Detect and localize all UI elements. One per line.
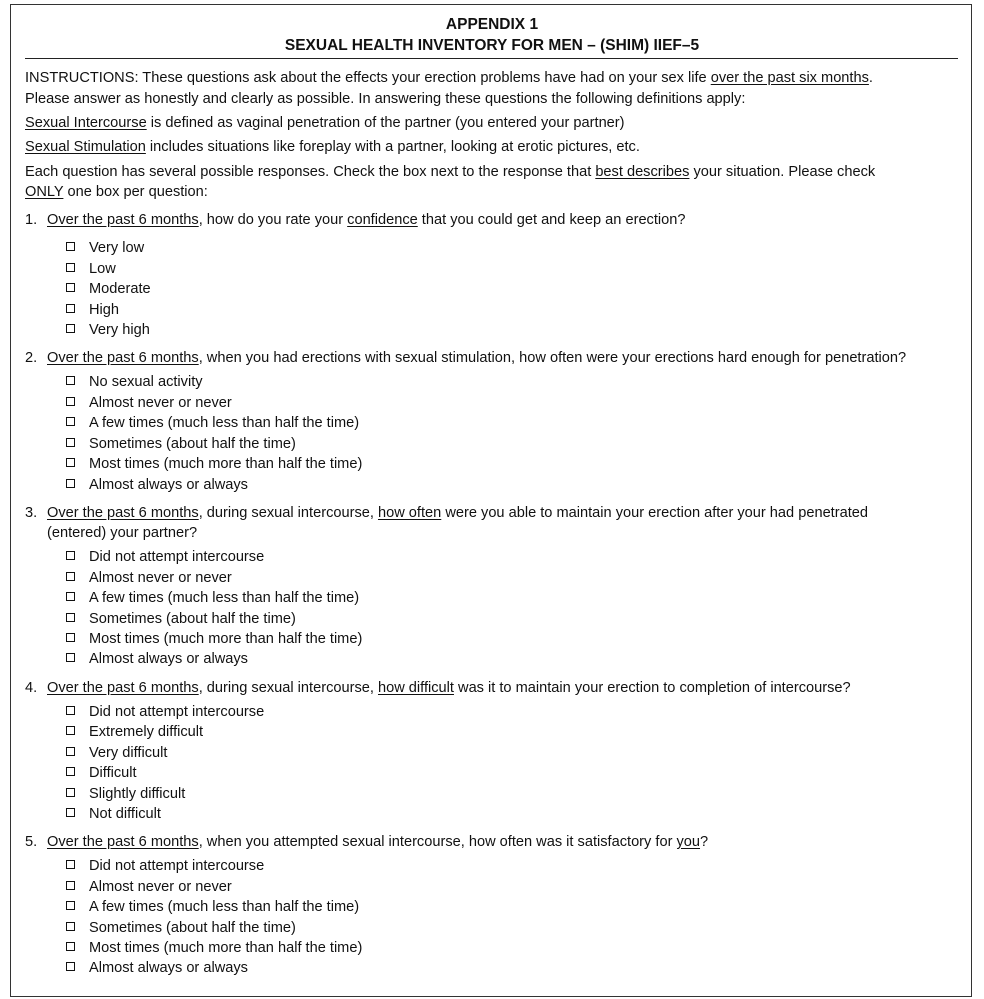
q3-option[interactable]: Almost always or always [66,650,248,668]
q4-option[interactable]: Not difficult [66,805,161,823]
checkbox[interactable] [66,613,75,622]
question-3: 3. Over the past 6 months, during sexual intercourse, how often were you able to maintain your erection after your had penetrated [25,505,868,521]
checkbox[interactable] [66,551,75,560]
checkbox[interactable] [66,572,75,581]
q2-option[interactable]: Almost never or never [66,394,232,412]
q5-option[interactable]: Almost always or always [66,959,248,977]
checkbox[interactable] [66,458,75,467]
checkbox[interactable] [66,808,75,817]
q3-option[interactable]: Did not attempt intercourse [66,548,264,566]
q1-option[interactable]: Low [66,260,116,278]
checkbox[interactable] [66,304,75,313]
instructions-check-line-2: ONLY one box per question: [25,184,208,200]
q4-option[interactable]: Slightly difficult [66,785,185,803]
checkbox[interactable] [66,962,75,971]
q5-option[interactable]: A few times (much less than half the time) [66,898,359,916]
checkbox[interactable] [66,747,75,756]
instructions-check-line-1: Each question has several possible responses. Check the box next to the response that best describes your situation. Please check [25,164,876,180]
q5-option[interactable]: Almost never or never [66,878,232,896]
checkbox[interactable] [66,881,75,890]
instructions-line-2: Please answer as honestly and clearly as possible. In answering these questions the following definitions apply: [25,91,746,107]
q4-option[interactable]: Difficult [66,764,137,782]
instructions-line-1: INSTRUCTIONS: These questions ask about the effects your erection problems have had on your sex life over the past six months. [25,70,873,86]
checkbox[interactable] [66,283,75,292]
q2-option[interactable]: A few times (much less than half the time) [66,414,359,432]
q2-option[interactable]: Sometimes (about half the time) [66,435,296,453]
checkbox[interactable] [66,324,75,333]
question-5: 5. Over the past 6 months, when you attempted sexual intercourse, how often was it satisfactory for you? [25,834,709,850]
q4-option[interactable]: Very difficult [66,744,167,762]
q4-option[interactable]: Did not attempt intercourse [66,703,264,721]
q1-option[interactable]: High [66,301,119,319]
q1-option[interactable]: Moderate [66,280,151,298]
checkbox[interactable] [66,479,75,488]
checkbox[interactable] [66,397,75,406]
q2-option[interactable]: Almost always or always [66,476,248,494]
checkbox[interactable] [66,922,75,931]
q5-option[interactable]: Most times (much more than half the time) [66,939,362,957]
question-3-continued: (entered) your partner? [47,525,198,541]
checkbox[interactable] [66,242,75,251]
checkbox[interactable] [66,788,75,797]
checkbox[interactable] [66,706,75,715]
q3-option[interactable]: Almost never or never [66,569,232,587]
checkbox[interactable] [66,376,75,385]
checkbox[interactable] [66,263,75,272]
checkbox[interactable] [66,860,75,869]
checkbox[interactable] [66,767,75,776]
q3-option[interactable]: Most times (much more than half the time) [66,630,362,648]
checkbox[interactable] [66,726,75,735]
definition-stimulation: Sexual Stimulation includes situations like foreplay with a partner, looking at erotic pictures, etc. [25,139,640,155]
q2-option[interactable]: Most times (much more than half the time) [66,455,362,473]
question-2: 2. Over the past 6 months, when you had erections with sexual stimulation, how often were your erections hard enough for penetration? [25,350,907,366]
checkbox[interactable] [66,633,75,642]
checkbox[interactable] [66,417,75,426]
checkbox[interactable] [66,592,75,601]
q4-option[interactable]: Extremely difficult [66,723,203,741]
checkbox[interactable] [66,901,75,910]
q5-option[interactable]: Did not attempt intercourse [66,857,264,875]
checkbox[interactable] [66,653,75,662]
q1-option[interactable]: Very high [66,321,150,339]
q2-option[interactable]: No sexual activity [66,373,203,391]
checkbox[interactable] [66,942,75,951]
definition-intercourse: Sexual Intercourse is defined as vaginal penetration of the partner (you entered your partner) [25,115,625,131]
q5-option[interactable]: Sometimes (about half the time) [66,919,296,937]
inventory-title: SEXUAL HEALTH INVENTORY FOR MEN – (SHIM) IIEF–5 [284,37,700,54]
title-divider [25,58,958,59]
question-1: 1. Over the past 6 months, how do you rate your confidence that you could get and keep an erection? [25,212,686,228]
checkbox[interactable] [66,438,75,447]
q3-option[interactable]: Sometimes (about half the time) [66,610,296,628]
appendix-title: APPENDIX 1 [445,16,539,33]
q1-option[interactable]: Very low [66,239,144,257]
q3-option[interactable]: A few times (much less than half the time) [66,589,359,607]
question-4: 4. Over the past 6 months, during sexual intercourse, how difficult was it to maintain your erection to completion of intercourse? [25,680,851,696]
